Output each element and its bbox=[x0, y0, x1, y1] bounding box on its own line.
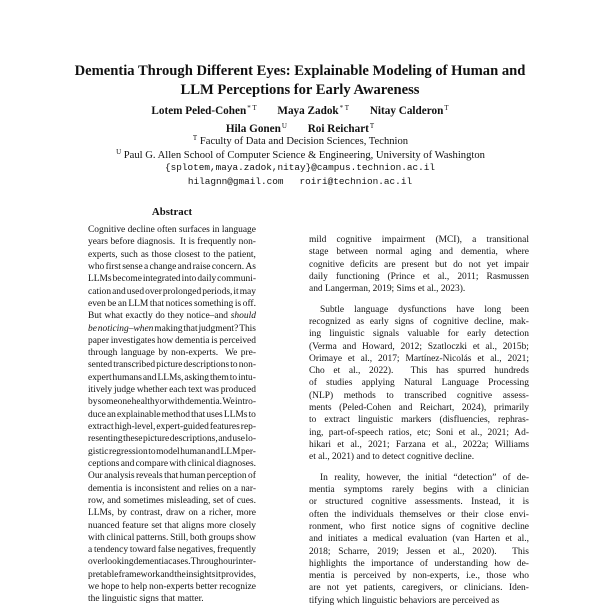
text-line: ments (Peled-Cohen and Reichart, 2024), primarily bbox=[309, 403, 529, 414]
text-line: 2018; Scharre, 2019; Jessen et al., 2020). This bbox=[309, 546, 529, 557]
text-line: (Verma and Howard, 2012; Szatloczki et al., 2015b; bbox=[309, 341, 529, 352]
abstract-line: experts, such as those closest to the patient, bbox=[88, 249, 256, 260]
abstract-line: we hope to help non-experts better recognize bbox=[88, 582, 256, 593]
abstract-line: resenting these picture descriptions, and use lo- bbox=[88, 434, 256, 445]
abstract-line: But what exactly do they notice–and should bbox=[88, 311, 256, 322]
text-line: tifying which linguistic behaviors are perceived as bbox=[309, 595, 500, 606]
text-line: ronment, who first notice signs of cognitive decline bbox=[309, 521, 529, 532]
abstract-line: the linguistic signs that matter. bbox=[88, 594, 204, 605]
title-line-2: LLM Perceptions for Early Awareness bbox=[180, 82, 420, 98]
abstract-line: pretable framework and the insights it provides, bbox=[88, 569, 256, 580]
abstract-line: cation and used over prolonged periods, it may bbox=[88, 286, 256, 297]
abstract-heading: Abstract bbox=[151, 206, 193, 218]
text-line: daily functioning (Prince et al., 2011; Rasmussen bbox=[309, 271, 529, 282]
abstract-line: sented transcribed picture descriptions to non- bbox=[88, 360, 256, 371]
abstract-line: with clinical patterns. Still, both groups show bbox=[88, 532, 256, 543]
text-line: ing, part-of-speech ratios, etc; Soni et al., 2021; Ad- bbox=[309, 427, 529, 438]
paragraph-mci bbox=[309, 234, 529, 296]
text-line: mentia is perceived by non-experts, i.e., those who bbox=[309, 571, 529, 582]
text-line: Subtle language dysfunctions have long been bbox=[320, 304, 529, 315]
text-line: et al., 2021) and to detect cognitive decline. bbox=[309, 452, 475, 463]
intro-text bbox=[309, 234, 529, 607]
abstract-line: row, and sometimes misleading, set of cues. bbox=[88, 495, 256, 506]
abstract-line: Our analysis reveals that human perception of bbox=[88, 471, 256, 482]
author: Nitay Calderon$^T$ bbox=[369, 104, 449, 117]
paper-title bbox=[40, 62, 560, 100]
text-line: In reality, however, the initial “detection” of de- bbox=[320, 472, 529, 483]
text-line: or structured cognitive assessments. Instead, it is bbox=[309, 497, 529, 508]
email-hila: hilagnn@gmail.com bbox=[187, 176, 284, 187]
abstract-line: Cognitive decline often surfaces in language bbox=[88, 225, 256, 235]
text-line: of studies applying Natural Language Processing bbox=[309, 378, 529, 389]
author: Roi Reichart$^T$ bbox=[307, 122, 375, 135]
abstract-line: duce an explainable method that uses LLMs to bbox=[88, 409, 256, 420]
abstract-line: nuanced feature set that aligns more closely bbox=[88, 520, 256, 531]
abstract-line: overlooking dementia cases. Through our inter- bbox=[88, 557, 256, 568]
abstract-line: through language by non-experts. We pre- bbox=[88, 348, 256, 359]
abstract-line: extract high-level, expert-guided features rep- bbox=[88, 422, 256, 432]
author: Maya Zadok$^{* T}$ bbox=[277, 104, 350, 117]
email-line-2 bbox=[20, 175, 580, 188]
text-line: and Langerman, 2019; Sims et al., 2023). bbox=[309, 284, 466, 295]
abstract-line: a tendency toward false negatives, frequently bbox=[88, 545, 256, 556]
text-line: (NLP) methods to transcribed cognitive assess- bbox=[309, 390, 529, 401]
abstract-text bbox=[88, 224, 256, 606]
author-row-1 bbox=[40, 101, 560, 119]
abstract-line: LLMs become integrated into daily communi- bbox=[88, 274, 256, 285]
abstract-line: ceptions and compare with clinical diagnoses. bbox=[88, 458, 256, 469]
text-line: mentia symptoms rarely begins with a clinician bbox=[309, 484, 529, 495]
text-line: and initiates a medical evaluation (van Harten et al., bbox=[309, 534, 529, 545]
text-line: cognitive deficits are present but do not yet impair bbox=[309, 259, 529, 270]
text-line: Orimaye et al., 2017; Martínez-Nicolás et al., 2021; bbox=[309, 353, 529, 364]
abstract-line: years before diagnosis. It is frequently non- bbox=[88, 237, 256, 248]
emphasis-text: should bbox=[230, 311, 256, 322]
text-line: stage between normal aging and dementia, where bbox=[309, 247, 529, 258]
text-line: ing linguistic signals valuable for early detection bbox=[309, 329, 529, 340]
text-line: highlights the importance of understanding how de- bbox=[309, 558, 529, 569]
abstract-line: LLMs, by contrast, draw on a richer, more bbox=[88, 508, 256, 519]
abstract-line: by someone healthy or with dementia. We intro- bbox=[88, 397, 256, 408]
abstract-line: gistic regression to model human and LLM per- bbox=[88, 446, 256, 457]
author: Hila Gonen$^U$ bbox=[225, 122, 287, 135]
text-line: Cho et al., 2022). This has spurred hundreds bbox=[309, 366, 529, 377]
abstract-line: who first sense a change and raise concern. As bbox=[88, 261, 256, 272]
text-line: recognized as early signs of cognitive decline, mak- bbox=[309, 316, 529, 327]
text-line: often the individuals themselves or their close envi- bbox=[309, 509, 529, 520]
paragraph-non-expert-detection bbox=[309, 472, 529, 607]
text-line: are not yet patients, caregivers, or clinicians. Iden- bbox=[309, 583, 529, 594]
abstract-line: expert humans and LLMs, asking them to intu- bbox=[88, 372, 256, 383]
abstract-line: itively judge whether each text was produced bbox=[88, 385, 256, 396]
abstract-line: be noticing–when making that judgment? This bbox=[88, 323, 256, 334]
affiliation-uw: $^U$ Paul G. Allen School of Computer Science & Engineering, University of Washington bbox=[116, 148, 485, 161]
affiliation-technion: $^T$ Faculty of Data and Decision Sciences, Technion bbox=[192, 134, 409, 147]
email-roi: roiri@technion.ac.il bbox=[299, 176, 413, 187]
email-line-1: {splotem,maya.zadok,nitay}@campus.technion.ac.il bbox=[164, 162, 436, 173]
abstract-line: even be an LLM that notices something is off. bbox=[88, 298, 256, 309]
title-line-1: Dementia Through Different Eyes: Explainable Modeling of Human and bbox=[74, 63, 526, 79]
text-line: to extract linguistic markers (disfluencies, rephras- bbox=[309, 415, 529, 426]
text-line: hikari et al., 2021; Farzana et al., 2022a; Williams bbox=[309, 440, 529, 450]
text-line: mild cognitive impairment (MCI), a transitional bbox=[309, 235, 529, 245]
abstract-line: paper investigates how dementia is perceived bbox=[88, 335, 256, 346]
author: Lotem Peled-Cohen$^{* T}$ bbox=[151, 104, 257, 117]
paragraph-language-dysfunctions bbox=[309, 304, 529, 464]
abstract-line: dementia is inconsistent and relies on a nar- bbox=[88, 483, 256, 494]
